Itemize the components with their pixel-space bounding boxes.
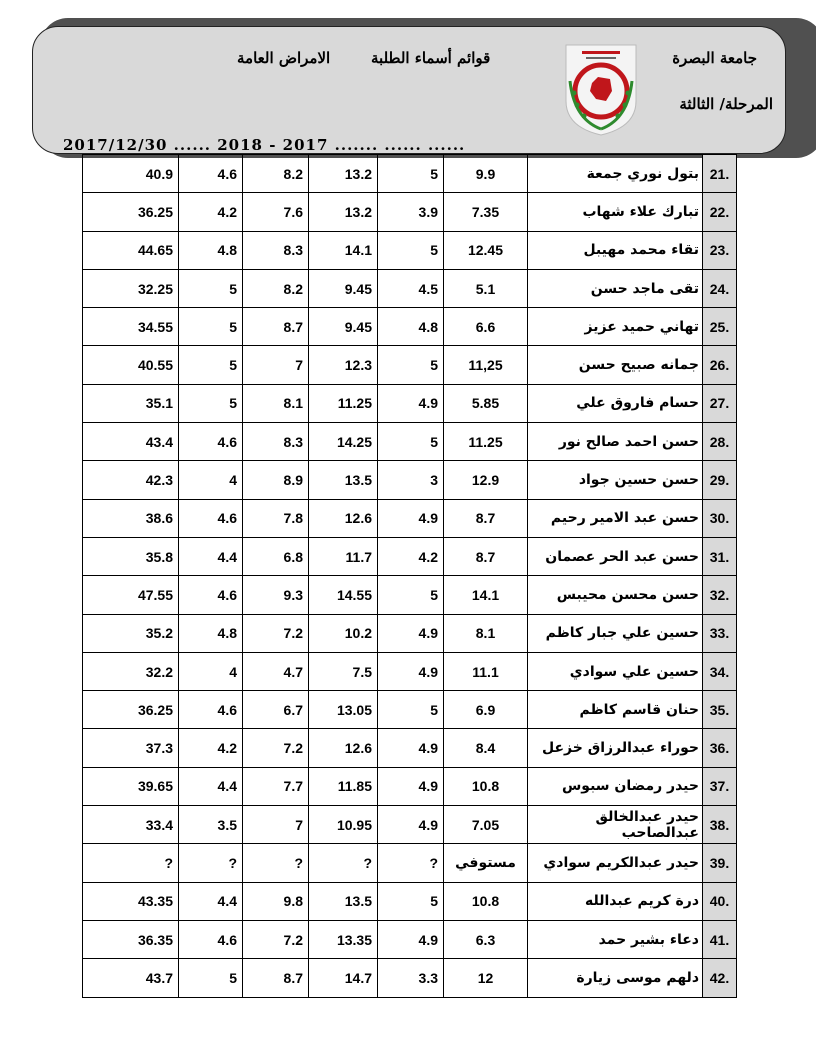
- score-3-cell: ?: [309, 844, 378, 882]
- score-1-cell: 6.9: [444, 691, 528, 729]
- student-name-cell: جمانه صبيح حسن: [528, 346, 703, 384]
- table-row: [83, 346, 737, 384]
- score-3-cell: 11.25: [309, 384, 378, 422]
- score-2-cell: 3.9: [378, 193, 444, 231]
- score-4-cell: 8.7: [243, 308, 309, 346]
- score-3-cell: 13.2: [309, 155, 378, 193]
- total-cell: 44.65: [83, 231, 179, 269]
- score-4-cell: 8.3: [243, 231, 309, 269]
- score-2-cell: 5: [378, 882, 444, 920]
- score-1-cell: مستوفي: [444, 844, 528, 882]
- score-4-cell: 7.2: [243, 729, 309, 767]
- total-cell: 35.8: [83, 537, 179, 575]
- table-row: [83, 193, 737, 231]
- score-3-cell: 13.5: [309, 882, 378, 920]
- score-3-cell: 11.85: [309, 767, 378, 805]
- student-name-cell: حسن احمد صالح نور: [528, 423, 703, 461]
- total-cell: 33.4: [83, 806, 179, 844]
- student-name-cell: حوراء عبدالرزاق خزعل: [528, 729, 703, 767]
- total-cell: 40.9: [83, 155, 179, 193]
- header-box: [32, 26, 786, 154]
- grades-table: [82, 154, 737, 998]
- row-index-cell: 36.: [703, 729, 737, 767]
- score-1-cell: 12: [444, 959, 528, 997]
- row-index-cell: 28.: [703, 423, 737, 461]
- total-cell: 36.35: [83, 920, 179, 958]
- score-3-cell: 14.25: [309, 423, 378, 461]
- table-row: [83, 423, 737, 461]
- score-1-cell: 11.25: [444, 423, 528, 461]
- student-name-cell: درة كريم عبدالله: [528, 882, 703, 920]
- score-5-cell: 4.4: [179, 537, 243, 575]
- score-5-cell: 4.6: [179, 691, 243, 729]
- score-3-cell: 14.1: [309, 231, 378, 269]
- score-2-cell: 3.3: [378, 959, 444, 997]
- student-name-cell: حسن حسين جواد: [528, 461, 703, 499]
- table-row: [83, 576, 737, 614]
- score-5-cell: 4.2: [179, 193, 243, 231]
- subject-title: الامراض العامة: [237, 49, 331, 67]
- score-4-cell: 7.7: [243, 767, 309, 805]
- score-4-cell: 8.7: [243, 959, 309, 997]
- total-cell: 38.6: [83, 499, 179, 537]
- student-name-cell: تقى ماجد حسن: [528, 269, 703, 307]
- score-4-cell: 8.9: [243, 461, 309, 499]
- score-1-cell: 9.9: [444, 155, 528, 193]
- score-1-cell: 10.8: [444, 882, 528, 920]
- table-row: [83, 652, 737, 690]
- row-index-cell: 35.: [703, 691, 737, 729]
- score-5-cell: 5: [179, 269, 243, 307]
- total-cell: 35.1: [83, 384, 179, 422]
- row-index-cell: 37.: [703, 767, 737, 805]
- table-row: [83, 729, 737, 767]
- score-2-cell: ?: [378, 844, 444, 882]
- table-row: [83, 308, 737, 346]
- row-index-cell: 38.: [703, 806, 737, 844]
- table-row: [83, 499, 737, 537]
- student-name-cell: حسن عبد الحر عصمان: [528, 537, 703, 575]
- table-row: [83, 691, 737, 729]
- score-5-cell: 4.6: [179, 155, 243, 193]
- score-2-cell: 5: [378, 423, 444, 461]
- score-3-cell: 13.5: [309, 461, 378, 499]
- row-index-cell: 41.: [703, 920, 737, 958]
- table-row: [83, 844, 737, 882]
- stage-label: المرحلة/ الثالثة: [679, 95, 773, 113]
- score-2-cell: 5: [378, 346, 444, 384]
- score-1-cell: 14.1: [444, 576, 528, 614]
- total-cell: 35.2: [83, 614, 179, 652]
- score-3-cell: 14.7: [309, 959, 378, 997]
- row-index-cell: 21.: [703, 155, 737, 193]
- score-2-cell: 5: [378, 155, 444, 193]
- score-3-cell: 12.3: [309, 346, 378, 384]
- student-name-cell: تهاني حميد عزيز: [528, 308, 703, 346]
- student-name-cell: بتول نوري جمعة: [528, 155, 703, 193]
- score-5-cell: 4.4: [179, 767, 243, 805]
- score-4-cell: 8.3: [243, 423, 309, 461]
- score-5-cell: 4.6: [179, 423, 243, 461]
- table-row: [83, 959, 737, 997]
- score-3-cell: 9.45: [309, 308, 378, 346]
- cut-off-date-line: 2017/12/30 ...... 2018 - 2017 ....... ...... ......: [63, 136, 466, 154]
- score-4-cell: 6.8: [243, 537, 309, 575]
- score-1-cell: 11,25: [444, 346, 528, 384]
- total-cell: 32.25: [83, 269, 179, 307]
- table-row: [83, 537, 737, 575]
- score-2-cell: 4.9: [378, 499, 444, 537]
- student-name-cell: تقاء محمد مهيبل: [528, 231, 703, 269]
- row-index-cell: 29.: [703, 461, 737, 499]
- score-3-cell: 10.2: [309, 614, 378, 652]
- row-index-cell: 27.: [703, 384, 737, 422]
- score-1-cell: 8.4: [444, 729, 528, 767]
- score-4-cell: 9.3: [243, 576, 309, 614]
- score-1-cell: 8.7: [444, 499, 528, 537]
- row-index-cell: 25.: [703, 308, 737, 346]
- score-4-cell: 8.1: [243, 384, 309, 422]
- score-1-cell: 5.85: [444, 384, 528, 422]
- row-index-cell: 32.: [703, 576, 737, 614]
- score-1-cell: 12.9: [444, 461, 528, 499]
- score-2-cell: 5: [378, 691, 444, 729]
- score-4-cell: 7: [243, 346, 309, 384]
- row-index-cell: 31.: [703, 537, 737, 575]
- score-2-cell: 5: [378, 576, 444, 614]
- score-5-cell: 5: [179, 346, 243, 384]
- score-1-cell: 8.7: [444, 537, 528, 575]
- total-cell: 32.2: [83, 652, 179, 690]
- score-3-cell: 12.6: [309, 499, 378, 537]
- row-index-cell: 33.: [703, 614, 737, 652]
- score-2-cell: 4.9: [378, 652, 444, 690]
- total-cell: 34.55: [83, 308, 179, 346]
- table-row: [83, 806, 737, 844]
- score-2-cell: 3: [378, 461, 444, 499]
- score-4-cell: 7: [243, 806, 309, 844]
- score-4-cell: 9.8: [243, 882, 309, 920]
- score-3-cell: 13.05: [309, 691, 378, 729]
- student-name-cell: حنان قاسم كاظم: [528, 691, 703, 729]
- score-2-cell: 4.9: [378, 384, 444, 422]
- table-row: [83, 231, 737, 269]
- student-name-cell: حسن محسن محيبس: [528, 576, 703, 614]
- score-4-cell: 7.8: [243, 499, 309, 537]
- score-2-cell: 4.9: [378, 729, 444, 767]
- score-3-cell: 12.6: [309, 729, 378, 767]
- row-index-cell: 30.: [703, 499, 737, 537]
- score-4-cell: 7.2: [243, 920, 309, 958]
- score-5-cell: 4.6: [179, 576, 243, 614]
- table-row: [83, 614, 737, 652]
- score-1-cell: 11.1: [444, 652, 528, 690]
- total-cell: 39.65: [83, 767, 179, 805]
- table-row: [83, 882, 737, 920]
- score-2-cell: 4.9: [378, 767, 444, 805]
- score-3-cell: 13.2: [309, 193, 378, 231]
- score-2-cell: 4.8: [378, 308, 444, 346]
- score-2-cell: 4.9: [378, 920, 444, 958]
- score-4-cell: ?: [243, 844, 309, 882]
- table-row: [83, 920, 737, 958]
- total-cell: 36.25: [83, 691, 179, 729]
- row-index-cell: 26.: [703, 346, 737, 384]
- row-index-cell: 39.: [703, 844, 737, 882]
- score-2-cell: 5: [378, 231, 444, 269]
- score-1-cell: 10.8: [444, 767, 528, 805]
- score-1-cell: 7.05: [444, 806, 528, 844]
- student-name-cell: حسين علي جبار كاظم: [528, 614, 703, 652]
- row-index-cell: 40.: [703, 882, 737, 920]
- student-name-cell: تبارك علاء شهاب: [528, 193, 703, 231]
- score-5-cell: 4.4: [179, 882, 243, 920]
- total-cell: ?: [83, 844, 179, 882]
- score-4-cell: 7.6: [243, 193, 309, 231]
- student-name-cell: حيدر عبدالكريم سوادي: [528, 844, 703, 882]
- score-3-cell: 13.35: [309, 920, 378, 958]
- score-5-cell: 5: [179, 308, 243, 346]
- total-cell: 43.35: [83, 882, 179, 920]
- student-name-cell: حسن عبد الامير رحيم: [528, 499, 703, 537]
- grades-table-body: [83, 155, 737, 998]
- score-5-cell: 3.5: [179, 806, 243, 844]
- score-5-cell: 4.6: [179, 920, 243, 958]
- score-2-cell: 4.9: [378, 614, 444, 652]
- row-index-cell: 42.: [703, 959, 737, 997]
- score-4-cell: 6.7: [243, 691, 309, 729]
- score-4-cell: 8.2: [243, 269, 309, 307]
- university-name: جامعة البصرة: [672, 49, 757, 67]
- student-name-cell: دعاء بشير حمد: [528, 920, 703, 958]
- student-name-cell: حسام فاروق علي: [528, 384, 703, 422]
- score-2-cell: 4.2: [378, 537, 444, 575]
- table-row: [83, 269, 737, 307]
- total-cell: 40.55: [83, 346, 179, 384]
- total-cell: 47.55: [83, 576, 179, 614]
- table-row: [83, 767, 737, 805]
- total-cell: 37.3: [83, 729, 179, 767]
- score-3-cell: 7.5: [309, 652, 378, 690]
- total-cell: 43.7: [83, 959, 179, 997]
- score-3-cell: 11.7: [309, 537, 378, 575]
- university-logo-icon: [562, 41, 640, 137]
- student-name-cell: حيدر رمضان سبوس: [528, 767, 703, 805]
- score-4-cell: 7.2: [243, 614, 309, 652]
- score-1-cell: 5.1: [444, 269, 528, 307]
- score-1-cell: 12.45: [444, 231, 528, 269]
- row-index-cell: 23.: [703, 231, 737, 269]
- score-1-cell: 7.35: [444, 193, 528, 231]
- score-5-cell: 4.6: [179, 499, 243, 537]
- score-5-cell: 5: [179, 384, 243, 422]
- list-title: قوائم أسماء الطلبة: [371, 49, 491, 67]
- score-1-cell: 8.1: [444, 614, 528, 652]
- score-5-cell: 4: [179, 652, 243, 690]
- row-index-cell: 34.: [703, 652, 737, 690]
- score-5-cell: 4.8: [179, 614, 243, 652]
- score-1-cell: 6.6: [444, 308, 528, 346]
- score-3-cell: 14.55: [309, 576, 378, 614]
- score-5-cell: ?: [179, 844, 243, 882]
- total-cell: 42.3: [83, 461, 179, 499]
- table-row: [83, 461, 737, 499]
- score-2-cell: 4.5: [378, 269, 444, 307]
- score-4-cell: 4.7: [243, 652, 309, 690]
- row-index-cell: 24.: [703, 269, 737, 307]
- student-name-cell: حسين علي سوادي: [528, 652, 703, 690]
- score-3-cell: 10.95: [309, 806, 378, 844]
- score-3-cell: 9.45: [309, 269, 378, 307]
- total-cell: 36.25: [83, 193, 179, 231]
- score-5-cell: 4.2: [179, 729, 243, 767]
- score-5-cell: 4.8: [179, 231, 243, 269]
- student-name-cell: حيدر عبدالخالق عبدالصاحب: [528, 806, 703, 844]
- score-4-cell: 8.2: [243, 155, 309, 193]
- student-name-cell: دلهم موسى زيارة: [528, 959, 703, 997]
- score-5-cell: 5: [179, 959, 243, 997]
- score-2-cell: 4.9: [378, 806, 444, 844]
- table-row: [83, 155, 737, 193]
- total-cell: 43.4: [83, 423, 179, 461]
- score-1-cell: 6.3: [444, 920, 528, 958]
- table-row: [83, 384, 737, 422]
- row-index-cell: 22.: [703, 193, 737, 231]
- score-5-cell: 4: [179, 461, 243, 499]
